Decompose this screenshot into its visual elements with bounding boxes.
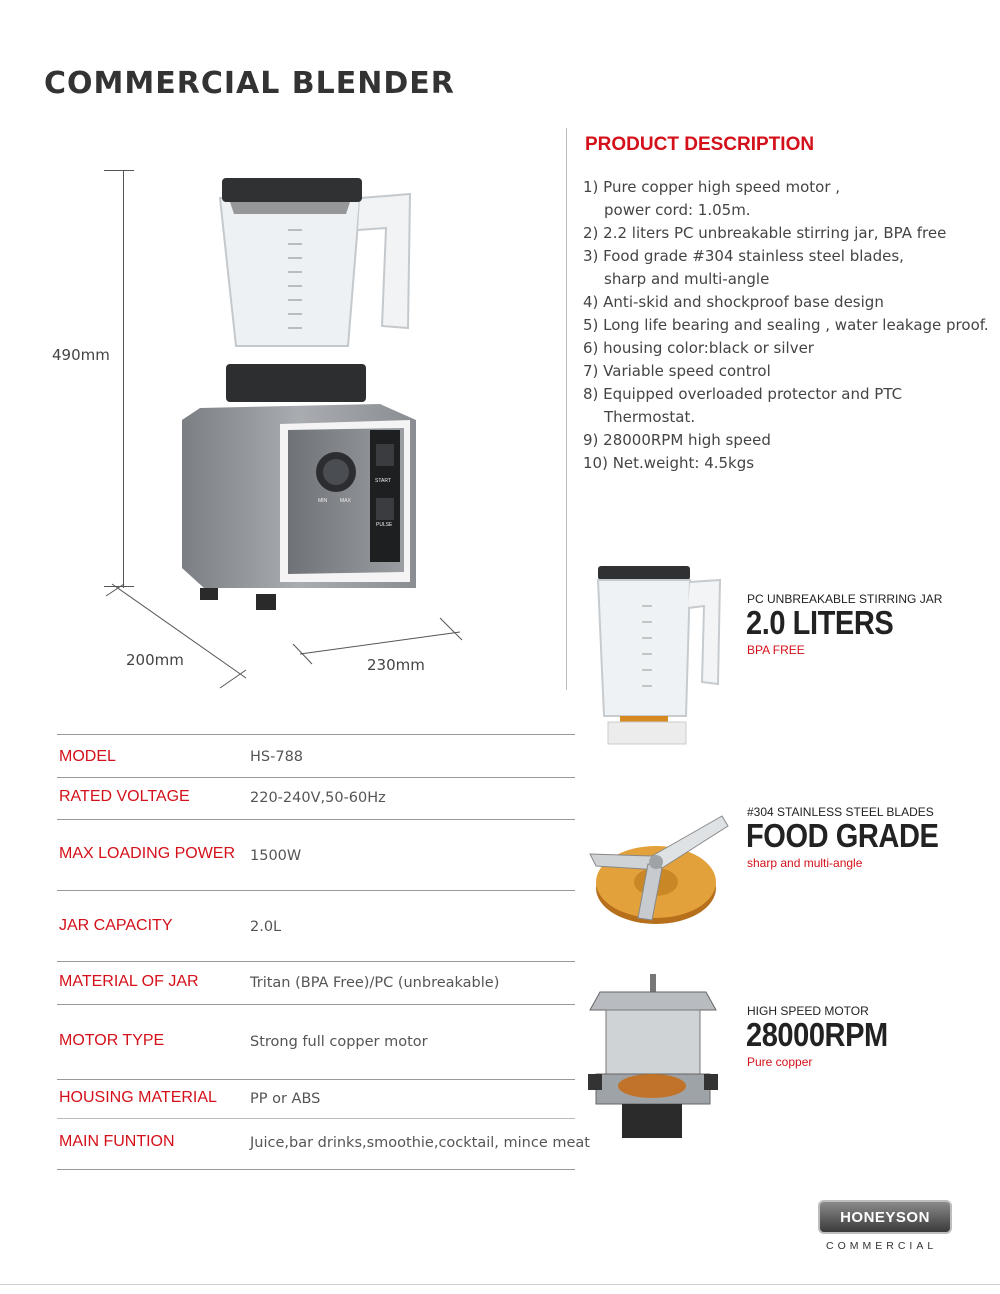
spec-label: MOTOR TYPE bbox=[59, 1032, 165, 1049]
spec-label: MATERIAL OF JAR bbox=[59, 973, 199, 990]
blender-image bbox=[170, 168, 430, 628]
description-line: 9) 28000RPM high speed bbox=[583, 431, 771, 449]
feature-blade-note: sharp and multi-angle bbox=[747, 856, 863, 870]
spec-value: 2.0L bbox=[250, 919, 282, 935]
spec-row bbox=[57, 1004, 575, 1078]
bottom-divider bbox=[0, 1284, 1000, 1285]
start-label: START bbox=[375, 478, 391, 484]
spec-row bbox=[57, 1079, 575, 1119]
description-line: 1) Pure copper high speed motor , bbox=[583, 178, 841, 196]
spec-row bbox=[57, 890, 575, 960]
description-line: 4) Anti-skid and shockproof base design bbox=[583, 293, 884, 311]
motor-image bbox=[582, 974, 724, 1140]
brand-logo bbox=[818, 1200, 952, 1234]
spec-row bbox=[57, 1118, 590, 1168]
feature-blade-headline: FOOD GRADE bbox=[746, 817, 939, 854]
column-divider bbox=[566, 128, 567, 690]
spec-label: HOUSING MATERIAL bbox=[59, 1089, 217, 1106]
spec-value: PP or ABS bbox=[250, 1091, 321, 1107]
spec-label: MAX LOADING POWER bbox=[59, 845, 236, 862]
pulse-label: PULSE bbox=[376, 522, 393, 528]
feature-motor-note: Pure copper bbox=[747, 1055, 813, 1069]
blade-image bbox=[582, 796, 732, 936]
brand-logo-name: HONEYSON bbox=[840, 1208, 930, 1226]
description-line: 10) Net.weight: 4.5kgs bbox=[583, 454, 755, 472]
description-line: 6) housing color:black or silver bbox=[583, 339, 814, 357]
spec-value: Tritan (BPA Free)/PC (unbreakable) bbox=[250, 975, 500, 991]
spec-value: 220-240V,50-60Hz bbox=[250, 790, 386, 806]
description-line: power cord: 1.05m. bbox=[604, 201, 751, 219]
feature-jar-headline: 2.0 LITERS bbox=[746, 604, 894, 641]
spec-value: HS-788 bbox=[250, 749, 304, 765]
feature-motor-caption: HIGH SPEED MOTOR bbox=[747, 1004, 869, 1018]
width-dimension-label: 230mm bbox=[367, 656, 425, 674]
description-line: 5) Long life bearing and sealing , water leakage proof. bbox=[583, 316, 989, 334]
spec-row bbox=[57, 734, 575, 776]
brand-logo-subtitle: COMMERCIAL bbox=[826, 1240, 938, 1252]
spec-label: MAIN FUNTION bbox=[59, 1133, 175, 1150]
height-dimension-line bbox=[123, 170, 124, 588]
feature-motor-headline: 28000RPM bbox=[746, 1016, 888, 1053]
height-dimension-label: 490mm bbox=[52, 346, 110, 364]
spec-row bbox=[57, 961, 575, 1003]
description-line: 8) Equipped overloaded protector and PTC bbox=[583, 385, 903, 403]
depth-dimension-label: 200mm bbox=[126, 651, 184, 669]
spec-value: Juice,bar drinks,smoothie,cocktail, mince meat bbox=[250, 1135, 590, 1151]
spec-label: MODEL bbox=[59, 748, 116, 765]
max-label: MAX bbox=[340, 498, 351, 504]
spec-value: 1500W bbox=[250, 848, 302, 864]
min-label: MIN bbox=[318, 498, 328, 504]
spec-label: RATED VOLTAGE bbox=[59, 788, 190, 805]
page-title: COMMERCIAL BLENDER bbox=[44, 66, 455, 101]
spec-table-bottom-border bbox=[57, 1169, 575, 1170]
description-heading: PRODUCT DESCRIPTION bbox=[585, 134, 815, 155]
description-line: Thermostat. bbox=[604, 408, 696, 426]
feature-blade-caption: #304 STAINLESS STEEL BLADES bbox=[747, 805, 934, 819]
spec-label: JAR CAPACITY bbox=[59, 917, 173, 934]
feature-jar-note: BPA FREE bbox=[747, 643, 805, 657]
jar-image bbox=[594, 566, 724, 746]
spec-value: Strong full copper motor bbox=[250, 1034, 428, 1050]
description-line: 2) 2.2 liters PC unbreakable stirring jar, BPA free bbox=[583, 224, 947, 242]
description-line: 7) Variable speed control bbox=[583, 362, 771, 380]
spec-row bbox=[57, 777, 575, 819]
feature-jar-caption: PC UNBREAKABLE STIRRING JAR bbox=[747, 592, 943, 606]
description-list bbox=[583, 176, 989, 475]
height-dimension-tick-top bbox=[104, 170, 134, 171]
description-line: 3) Food grade #304 stainless steel blades, bbox=[583, 247, 904, 265]
description-line: sharp and multi-angle bbox=[604, 270, 770, 288]
spec-row bbox=[57, 819, 575, 889]
